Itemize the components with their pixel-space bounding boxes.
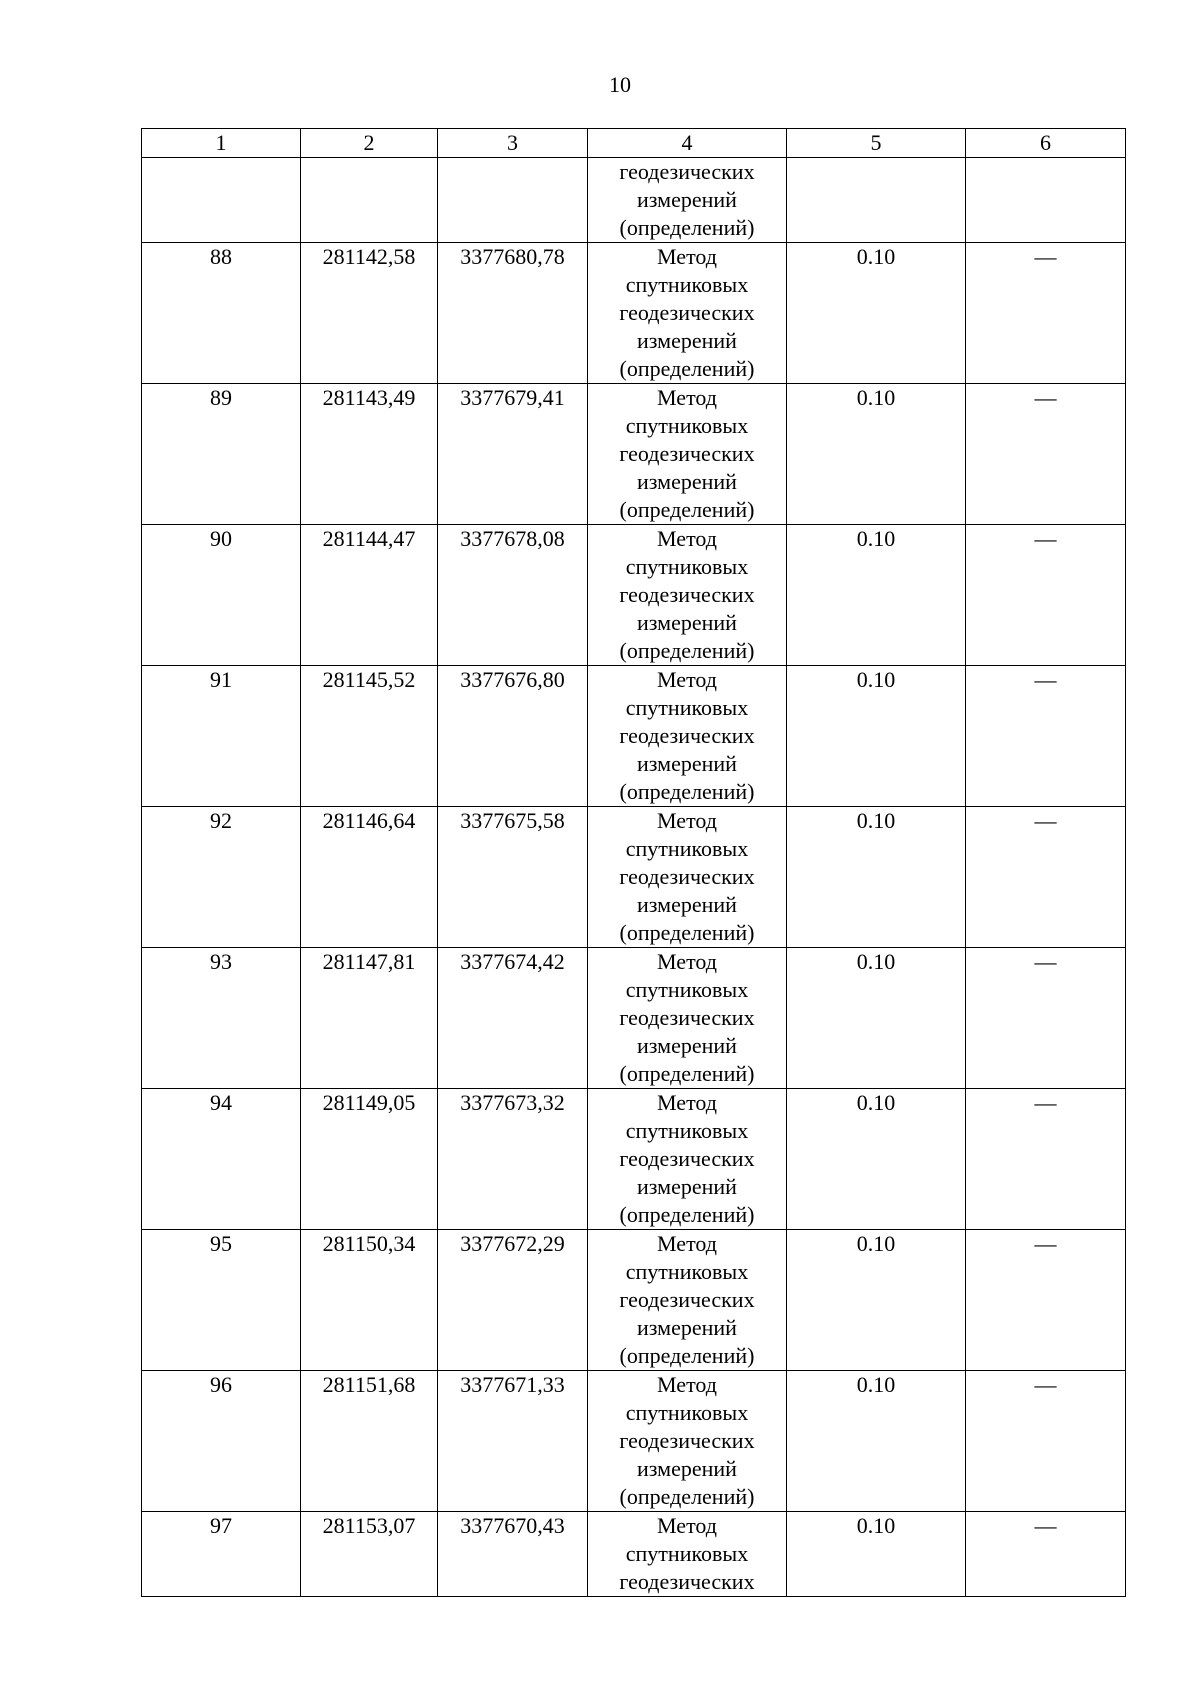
column-header-1: 1 [142,129,301,158]
cell-x: 281143,49 [301,384,438,525]
method-line: (определений) [619,1061,755,1086]
continuation-row [142,158,1126,243]
cell-x: 281144,47 [301,525,438,666]
cell-note: — [966,384,1126,525]
table-header [142,129,1126,158]
cell-y: 3377674,42 [438,948,588,1089]
cell-x: 281149,05 [301,1089,438,1230]
cell-method [588,158,787,243]
cell-method [588,1371,787,1512]
method-line: измерений [637,751,737,776]
method-line: (определений) [619,215,755,240]
method-line: геодезических [619,441,755,466]
cell-note: — [966,1512,1126,1597]
column-header-3: 3 [438,129,588,158]
cell-accuracy: 0.10 [787,1512,966,1597]
cell-point-number: 89 [142,384,301,525]
method-line: измерений [637,1456,737,1481]
cell-accuracy: 0.10 [787,666,966,807]
cell-y: 3377673,32 [438,1089,588,1230]
method-line: (определений) [619,638,755,663]
cell-accuracy: 0.10 [787,948,966,1089]
column-header-4: 4 [588,129,787,158]
cell-point-number: 95 [142,1230,301,1371]
cell-note: — [966,948,1126,1089]
table-row [142,807,1126,948]
cell-y: 3377671,33 [438,1371,588,1512]
cell-point-number: 92 [142,807,301,948]
method-line: Метод [657,808,717,833]
cell-y: 3377678,08 [438,525,588,666]
cell-y: 3377680,78 [438,243,588,384]
cell-note: — [966,666,1126,807]
cell-note: — [966,243,1126,384]
method-line: (определений) [619,356,755,381]
cell-accuracy [787,158,966,243]
method-line: геодезических [619,300,755,325]
table-row [142,1089,1126,1230]
method-line: Метод [657,1090,717,1115]
cell-point-number: 88 [142,243,301,384]
cell-note [966,158,1126,243]
method-line: измерений [637,1033,737,1058]
cell-accuracy: 0.10 [787,1089,966,1230]
method-line: Метод [657,1513,717,1538]
cell-x: 281147,81 [301,948,438,1089]
method-line: геодезических [619,1569,755,1594]
cell-note: — [966,525,1126,666]
method-line: спутниковых [625,1400,749,1425]
cell-y: 3377675,58 [438,807,588,948]
method-line: измерений [637,1315,737,1340]
cell-accuracy: 0.10 [787,1230,966,1371]
coordinates-table [141,128,1126,1597]
method-line: Метод [657,1231,717,1256]
cell-point-number: 94 [142,1089,301,1230]
cell-y: 3377676,80 [438,666,588,807]
cell-x: 281153,07 [301,1512,438,1597]
cell-method [588,1512,787,1597]
table-row [142,1230,1126,1371]
cell-point-number: 90 [142,525,301,666]
method-line: (определений) [619,497,755,522]
cell-method [588,1230,787,1371]
method-line: (определений) [619,920,755,945]
cell-x: 281142,58 [301,243,438,384]
table-row [142,1371,1126,1512]
method-line: спутниковых [625,1259,749,1284]
cell-method [588,384,787,525]
table-row [142,525,1126,666]
method-line: геодезических [619,1428,755,1453]
table-row [142,666,1126,807]
method-line: спутниковых [625,977,749,1002]
method-line: геодезических [619,159,755,184]
cell-accuracy: 0.10 [787,525,966,666]
method-line: Метод [657,667,717,692]
cell-note: — [966,1371,1126,1512]
method-line: (определений) [619,1202,755,1227]
method-line: спутниковых [625,413,749,438]
method-line: Метод [657,949,717,974]
method-line: измерений [637,328,737,353]
method-line: Метод [657,526,717,551]
cell-accuracy: 0.10 [787,807,966,948]
cell-method [588,243,787,384]
cell-note: — [966,1230,1126,1371]
table-row [142,384,1126,525]
method-line: (определений) [619,1343,755,1368]
method-line: (определений) [619,1484,755,1509]
cell-point-number: 91 [142,666,301,807]
method-line: измерений [637,1174,737,1199]
cell-y: 3377670,43 [438,1512,588,1597]
cell-point-number: 96 [142,1371,301,1512]
cell-note: — [966,807,1126,948]
cell-accuracy: 0.10 [787,384,966,525]
cell-x [301,158,438,243]
method-line: измерений [637,892,737,917]
header-row [142,129,1126,158]
method-line: спутниковых [625,695,749,720]
method-line: (определений) [619,779,755,804]
cell-y: 3377672,29 [438,1230,588,1371]
cell-note: — [966,1089,1126,1230]
cell-y [438,158,588,243]
cell-method [588,1089,787,1230]
cell-x: 281150,34 [301,1230,438,1371]
method-line: геодезических [619,723,755,748]
cell-method [588,948,787,1089]
cell-x: 281151,68 [301,1371,438,1512]
method-line: спутниковых [625,1541,749,1566]
column-header-5: 5 [787,129,966,158]
cell-accuracy: 0.10 [787,1371,966,1512]
cell-method [588,666,787,807]
method-line: геодезических [619,1287,755,1312]
method-line: спутниковых [625,554,749,579]
method-line: измерений [637,469,737,494]
method-line: Метод [657,385,717,410]
table-row [142,243,1126,384]
page-number: 10 [609,72,631,97]
cell-point-number [142,158,301,243]
table-row [142,1512,1126,1597]
method-line: спутниковых [625,1118,749,1143]
cell-method [588,807,787,948]
method-line: спутниковых [625,836,749,861]
table-row [142,948,1126,1089]
method-line: геодезических [619,582,755,607]
method-line: Метод [657,1372,717,1397]
cell-x: 281145,52 [301,666,438,807]
method-line: геодезических [619,864,755,889]
column-header-2: 2 [301,129,438,158]
cell-x: 281146,64 [301,807,438,948]
method-line: спутниковых [625,272,749,297]
method-line: Метод [657,244,717,269]
cell-point-number: 93 [142,948,301,1089]
cell-accuracy: 0.10 [787,243,966,384]
table-body [142,158,1126,1597]
method-line: измерений [637,187,737,212]
cell-method [588,525,787,666]
cell-point-number: 97 [142,1512,301,1597]
cell-y: 3377679,41 [438,384,588,525]
method-line: геодезических [619,1146,755,1171]
method-line: геодезических [619,1005,755,1030]
column-header-6: 6 [966,129,1126,158]
method-line: измерений [637,610,737,635]
